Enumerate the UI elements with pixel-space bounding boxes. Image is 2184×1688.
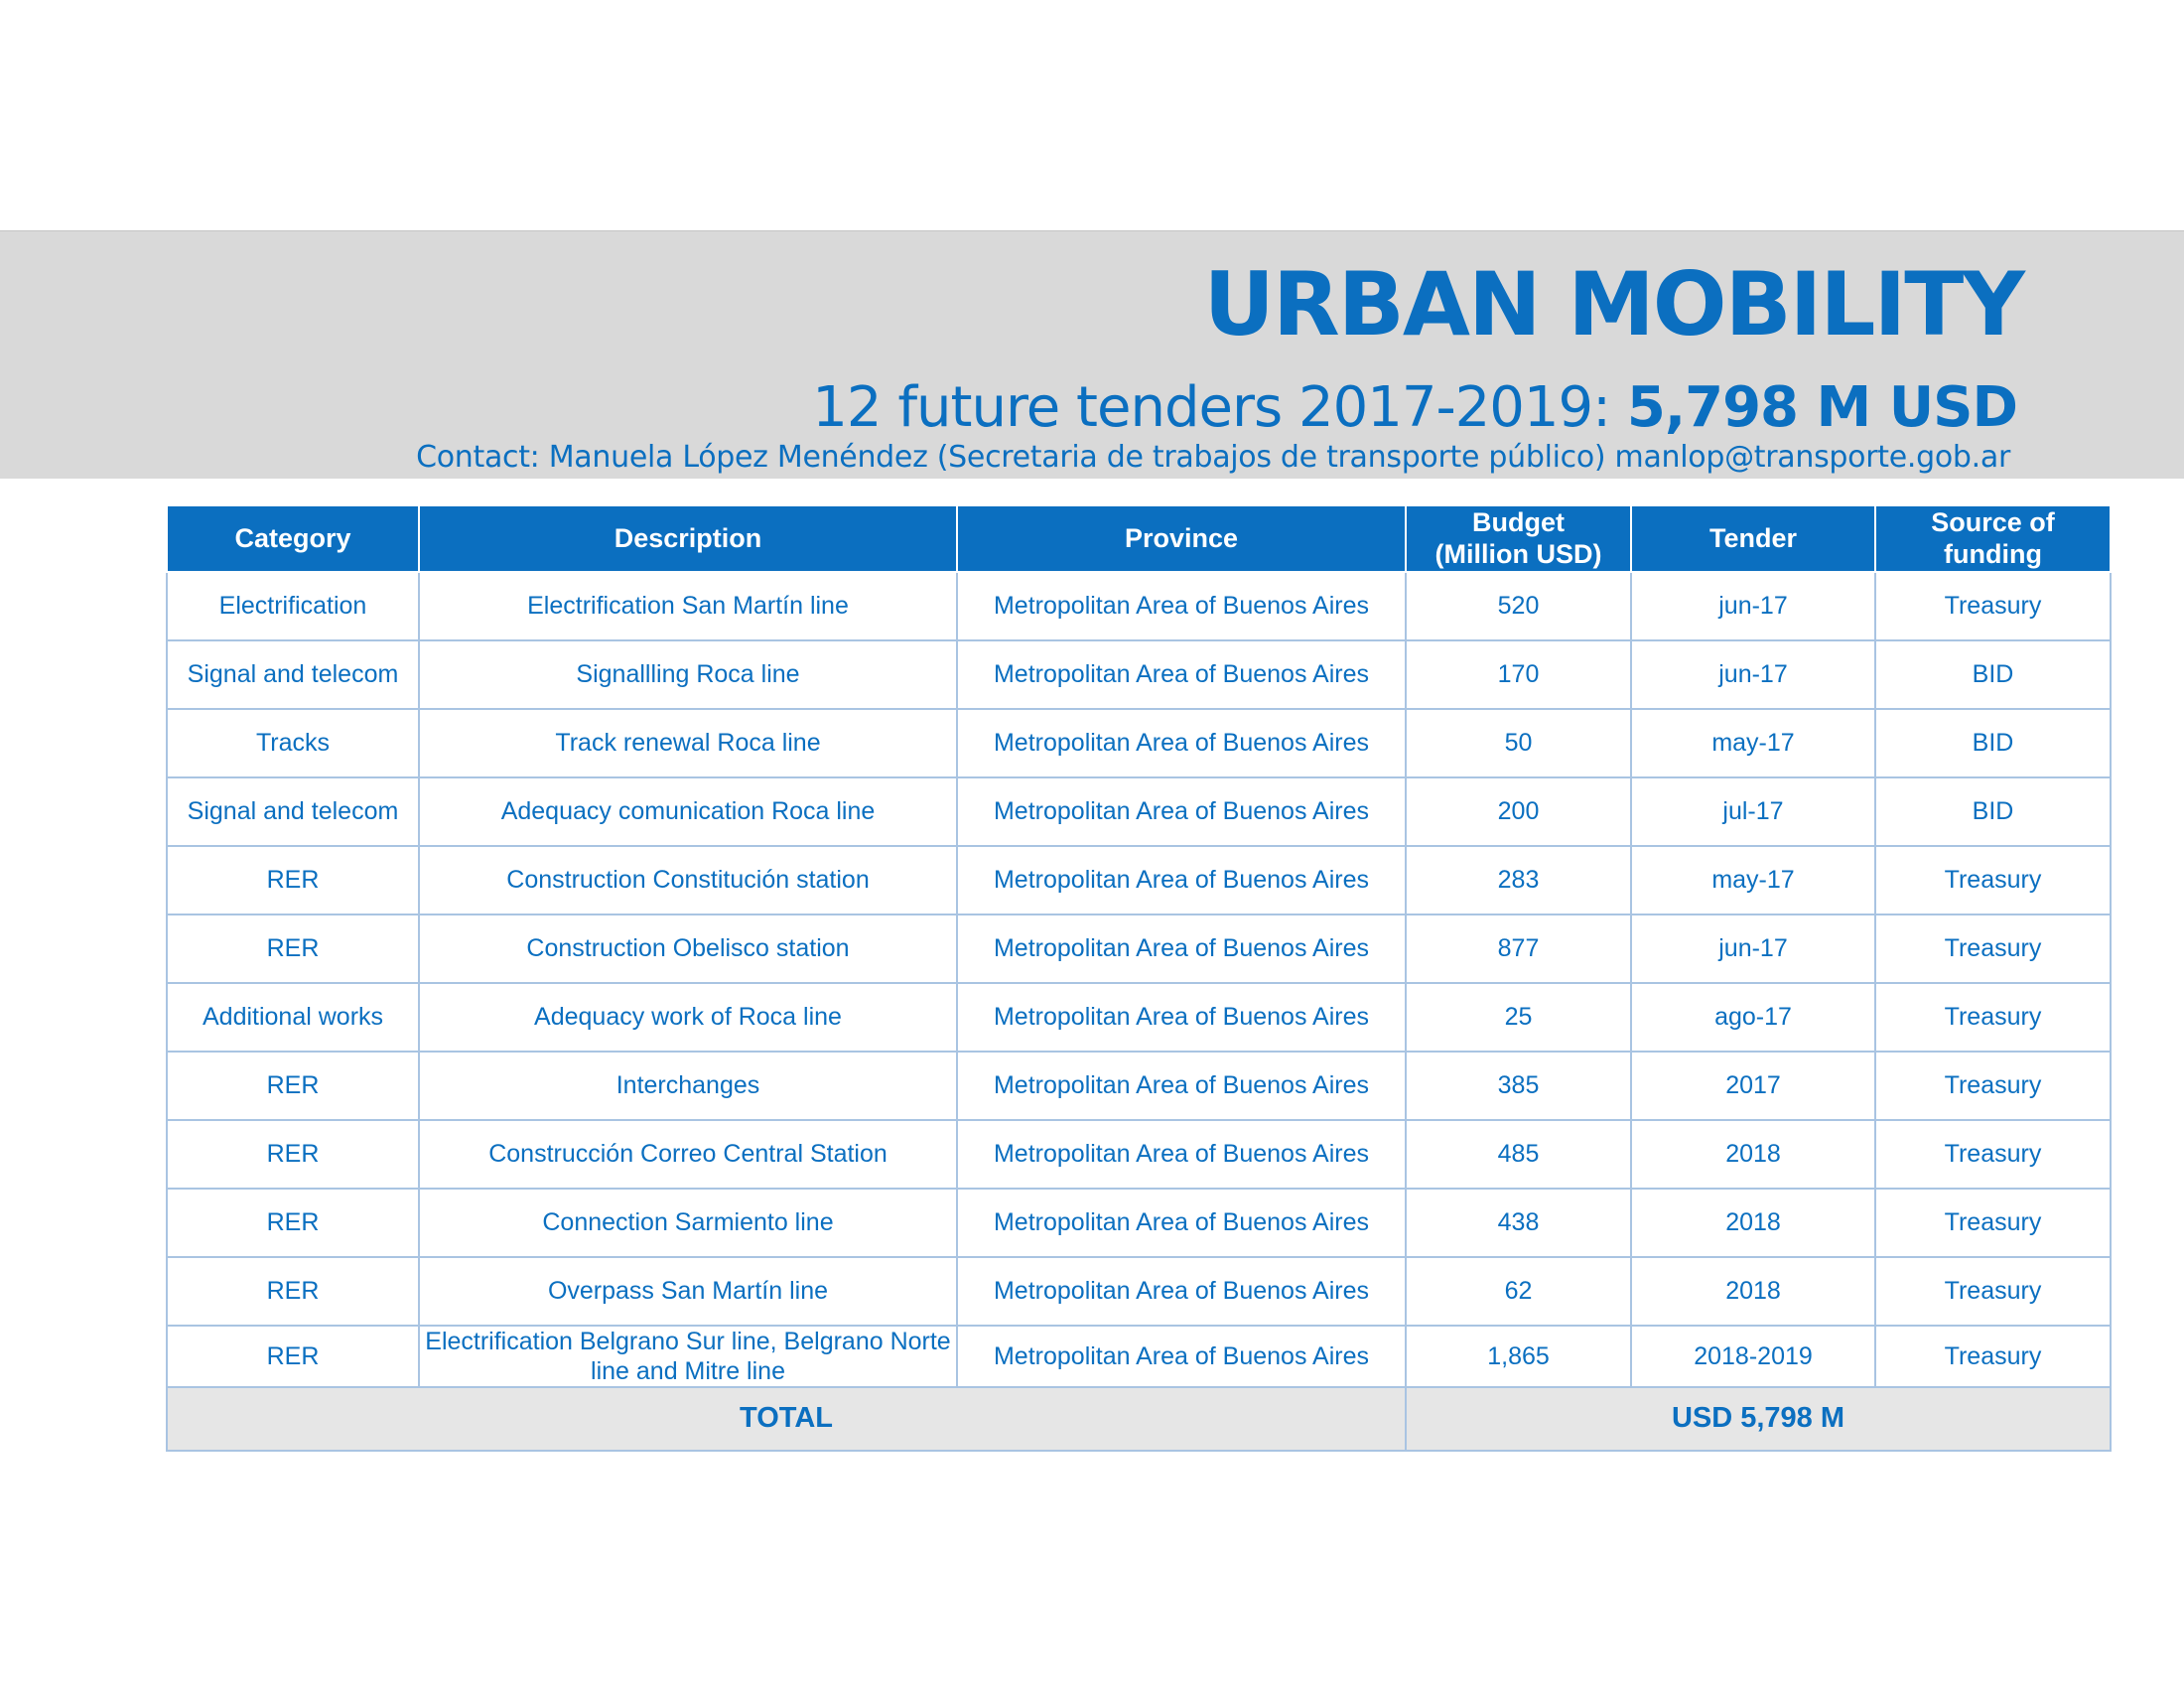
- cell-description: Track renewal Roca line: [419, 709, 957, 777]
- source-header-line2: funding: [1944, 539, 2042, 570]
- cell-source: Treasury: [1875, 1257, 2111, 1326]
- page-title: URBAN MOBILITY: [1203, 253, 2023, 355]
- cell-source: Treasury: [1875, 846, 2111, 914]
- cell-tender: jun-17: [1631, 640, 1875, 709]
- cell-description: Connection Sarmiento line: [419, 1189, 957, 1257]
- column-header-budget: [1406, 505, 1631, 572]
- cell-province: Metropolitan Area of Buenos Aires: [957, 709, 1406, 777]
- cell-category: RER: [167, 1257, 419, 1326]
- table-row: [167, 914, 2111, 983]
- cell-category: Signal and telecom: [167, 640, 419, 709]
- column-header-tender: Tender: [1631, 505, 1875, 572]
- cell-budget: 877: [1406, 914, 1631, 983]
- cell-category: RER: [167, 1120, 419, 1189]
- table-row: [167, 1257, 2111, 1326]
- cell-budget: 170: [1406, 640, 1631, 709]
- tenders-table-wrap: [166, 504, 2112, 1452]
- total-row: [167, 1387, 2111, 1451]
- cell-category: RER: [167, 846, 419, 914]
- cell-category: RER: [167, 1189, 419, 1257]
- cell-budget: 62: [1406, 1257, 1631, 1326]
- subtitle-prefix: 12 future tenders 2017-2019:: [812, 375, 1627, 440]
- cell-budget: 485: [1406, 1120, 1631, 1189]
- table-row: [167, 1120, 2111, 1189]
- cell-province: Metropolitan Area of Buenos Aires: [957, 1052, 1406, 1120]
- cell-source: BID: [1875, 709, 2111, 777]
- cell-category: Additional works: [167, 983, 419, 1052]
- cell-tender: may-17: [1631, 709, 1875, 777]
- cell-source: BID: [1875, 777, 2111, 846]
- subtitle-amount: 5,798 M USD: [1626, 375, 2017, 440]
- cell-category: RER: [167, 1052, 419, 1120]
- table-row: [167, 640, 2111, 709]
- cell-tender: jun-17: [1631, 914, 1875, 983]
- column-header-description: Description: [419, 505, 957, 572]
- cell-category: RER: [167, 914, 419, 983]
- cell-budget: 438: [1406, 1189, 1631, 1257]
- budget-header-line2: (Million USD): [1434, 539, 1602, 570]
- table-row: [167, 1052, 2111, 1120]
- cell-budget: 200: [1406, 777, 1631, 846]
- cell-description: Electrification San Martín line: [419, 572, 957, 640]
- cell-province: Metropolitan Area of Buenos Aires: [957, 1326, 1406, 1387]
- cell-province: Metropolitan Area of Buenos Aires: [957, 1257, 1406, 1326]
- cell-description: Adequacy comunication Roca line: [419, 777, 957, 846]
- cell-source: BID: [1875, 640, 2111, 709]
- header-band: [0, 230, 2184, 479]
- cell-description: Construction Constitución station: [419, 846, 957, 914]
- cell-tender: jun-17: [1631, 572, 1875, 640]
- cell-tender: 2018: [1631, 1120, 1875, 1189]
- cell-province: Metropolitan Area of Buenos Aires: [957, 777, 1406, 846]
- cell-description: Signallling Roca line: [419, 640, 957, 709]
- table-row: [167, 846, 2111, 914]
- page-subtitle: [812, 375, 2017, 440]
- cell-category: Tracks: [167, 709, 419, 777]
- cell-budget: 1,865: [1406, 1326, 1631, 1387]
- cell-tender: ago-17: [1631, 983, 1875, 1052]
- cell-source: Treasury: [1875, 572, 2111, 640]
- table-row: [167, 1326, 2111, 1387]
- table-row: [167, 572, 2111, 640]
- contact-line: Contact: Manuela López Menéndez (Secretaria de trabajos de transporte público) manlop@transporte.gob.ar: [416, 440, 2010, 475]
- cell-source: Treasury: [1875, 1052, 2111, 1120]
- cell-source: Treasury: [1875, 1120, 2111, 1189]
- total-value: USD 5,798 M: [1406, 1387, 2111, 1451]
- table-header-row: [167, 505, 2111, 572]
- cell-source: Treasury: [1875, 914, 2111, 983]
- cell-province: Metropolitan Area of Buenos Aires: [957, 914, 1406, 983]
- cell-tender: 2018: [1631, 1257, 1875, 1326]
- cell-description: Adequacy work of Roca line: [419, 983, 957, 1052]
- total-label: TOTAL: [167, 1387, 1406, 1451]
- cell-source: Treasury: [1875, 1326, 2111, 1387]
- table-row: [167, 709, 2111, 777]
- cell-province: Metropolitan Area of Buenos Aires: [957, 846, 1406, 914]
- cell-source: Treasury: [1875, 1189, 2111, 1257]
- cell-description: Construcción Correo Central Station: [419, 1120, 957, 1189]
- cell-category: RER: [167, 1326, 419, 1387]
- table-row: [167, 777, 2111, 846]
- column-header-source: [1875, 505, 2111, 572]
- source-header-line1: Source of: [1931, 507, 2055, 537]
- cell-description: Construction Obelisco station: [419, 914, 957, 983]
- cell-province: Metropolitan Area of Buenos Aires: [957, 983, 1406, 1052]
- table-row: [167, 983, 2111, 1052]
- cell-budget: 283: [1406, 846, 1631, 914]
- table-row: [167, 1189, 2111, 1257]
- tenders-table: [166, 504, 2112, 1452]
- cell-tender: 2018-2019: [1631, 1326, 1875, 1387]
- cell-budget: 520: [1406, 572, 1631, 640]
- cell-tender: jul-17: [1631, 777, 1875, 846]
- cell-province: Metropolitan Area of Buenos Aires: [957, 640, 1406, 709]
- cell-budget: 50: [1406, 709, 1631, 777]
- cell-budget: 25: [1406, 983, 1631, 1052]
- cell-source: Treasury: [1875, 983, 2111, 1052]
- cell-description: Overpass San Martín line: [419, 1257, 957, 1326]
- cell-tender: may-17: [1631, 846, 1875, 914]
- cell-description: Interchanges: [419, 1052, 957, 1120]
- cell-province: Metropolitan Area of Buenos Aires: [957, 1189, 1406, 1257]
- cell-category: Signal and telecom: [167, 777, 419, 846]
- column-header-province: Province: [957, 505, 1406, 572]
- table-body: [167, 572, 2111, 1451]
- cell-description: Electrification Belgrano Sur line, Belgrano Norte line and Mitre line: [419, 1326, 957, 1387]
- cell-province: Metropolitan Area of Buenos Aires: [957, 1120, 1406, 1189]
- cell-province: Metropolitan Area of Buenos Aires: [957, 572, 1406, 640]
- cell-tender: 2017: [1631, 1052, 1875, 1120]
- cell-category: Electrification: [167, 572, 419, 640]
- column-header-category: Category: [167, 505, 419, 572]
- cell-budget: 385: [1406, 1052, 1631, 1120]
- budget-header-line1: Budget: [1472, 507, 1565, 537]
- cell-tender: 2018: [1631, 1189, 1875, 1257]
